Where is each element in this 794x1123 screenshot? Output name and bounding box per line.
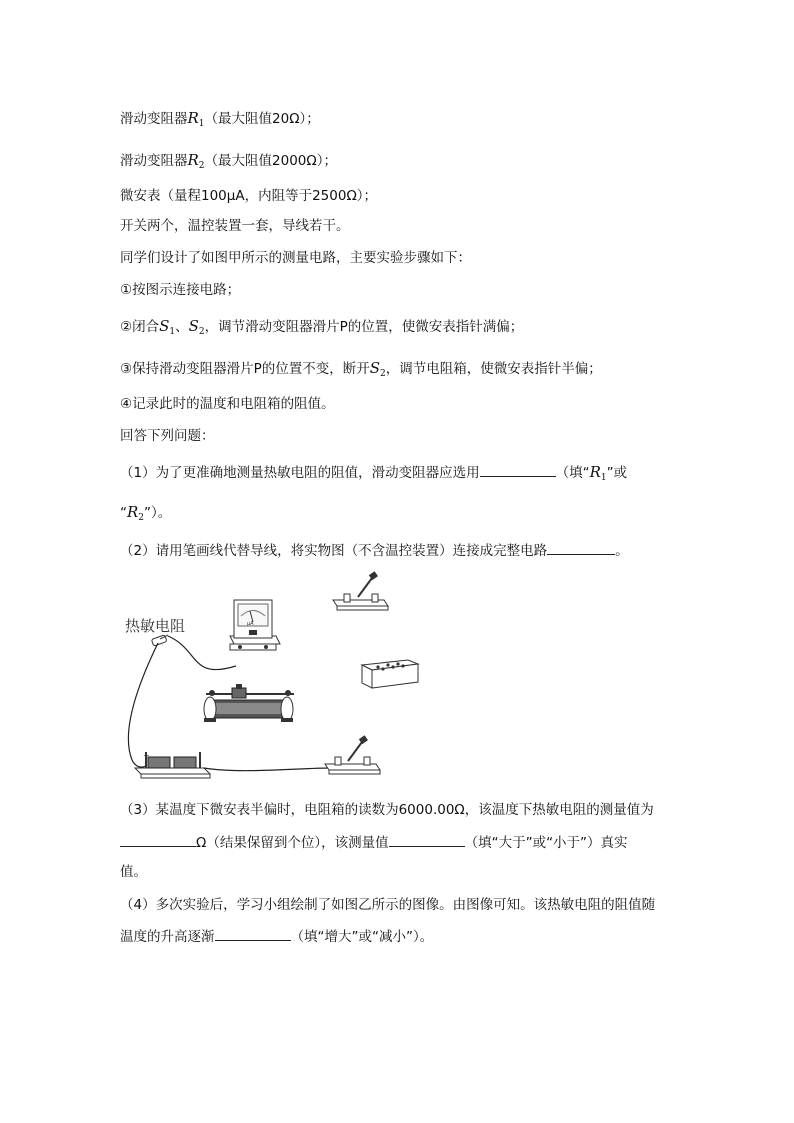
rheostat[interactable]	[204, 684, 294, 722]
step-1: ①按图示连接电路；	[120, 282, 241, 298]
battery[interactable]	[135, 751, 210, 778]
switch-s2[interactable]	[325, 735, 380, 774]
wire[interactable]	[168, 636, 236, 670]
text: （最大阻值2000Ω）；	[204, 153, 337, 169]
question-3-end: 值。	[120, 864, 147, 880]
microammeter[interactable]	[230, 600, 280, 650]
thermistor-label: 热敏电阻	[125, 617, 186, 635]
step-3: ③保持滑动变阻器滑片P的位置不变，断开$S_2$，调节电阻箱，使微安表指针半偏；	[120, 359, 602, 379]
design-line: 同学们设计了如图甲所示的测量电路，主要实验步骤如下：	[120, 250, 471, 266]
step-4: ④记录此时的温度和电阻箱的阻值。	[120, 396, 335, 412]
question-3: （3）某温度下微安表半偏时，电阻箱的读数为6000.00Ω，该温度下热敏电阻的测量值为	[120, 802, 654, 818]
switches-line: 开关两个，温控装置一套，导线若干。	[120, 218, 350, 234]
question-1: （1）为了更准确地测量热敏电阻的阻值，滑动变阻器应选用 （填“$R_1$”或	[120, 463, 628, 483]
text: 滑动变阻器	[120, 111, 188, 127]
answer-blank-4[interactable]	[389, 832, 465, 847]
answer-blank-3[interactable]	[120, 832, 196, 847]
switch-s1[interactable]	[333, 571, 388, 610]
answer-blank-5[interactable]	[215, 926, 291, 941]
wire[interactable]	[128, 643, 158, 767]
r2-symbol: $R_2$	[187, 151, 205, 171]
question-2: （2）请用笔画线代替导线，将实物图（不含温控装置）连接成完整电路 。	[120, 540, 629, 561]
text: （最大阻值20Ω）；	[204, 111, 320, 127]
question-4: （4）多次实验后，学习小组绘制了如图乙所示的图像。由图像可知。该热敏电阻的阻值随	[120, 897, 656, 913]
r1-symbol: $R_1$	[187, 109, 205, 129]
microammeter-line: 微安表（量程100μA，内阻等于2500Ω）；	[120, 188, 378, 204]
svg-text:μA: μA	[247, 621, 254, 627]
answer-heading: 回答下列问题：	[120, 428, 215, 444]
thermistor[interactable]	[151, 635, 168, 646]
step-2: ②闭合$S_1$、$S_2$，调节滑动变阻器滑片P的位置，使微安表指针满偏；	[120, 317, 524, 337]
question-1-cont: “$R_2$”）。	[120, 503, 172, 523]
text: 滑动变阻器	[120, 153, 188, 169]
wire[interactable]	[204, 768, 330, 771]
resistance-box[interactable]	[362, 660, 418, 688]
question-3-cont: Ω（结果保留到个位），该测量值 （填“大于”或“小于”）真实	[120, 832, 628, 853]
svg-text:+: +	[143, 751, 150, 760]
question-4-cont: 温度的升高逐渐 （填“增大”或“减小”）。	[120, 926, 433, 947]
